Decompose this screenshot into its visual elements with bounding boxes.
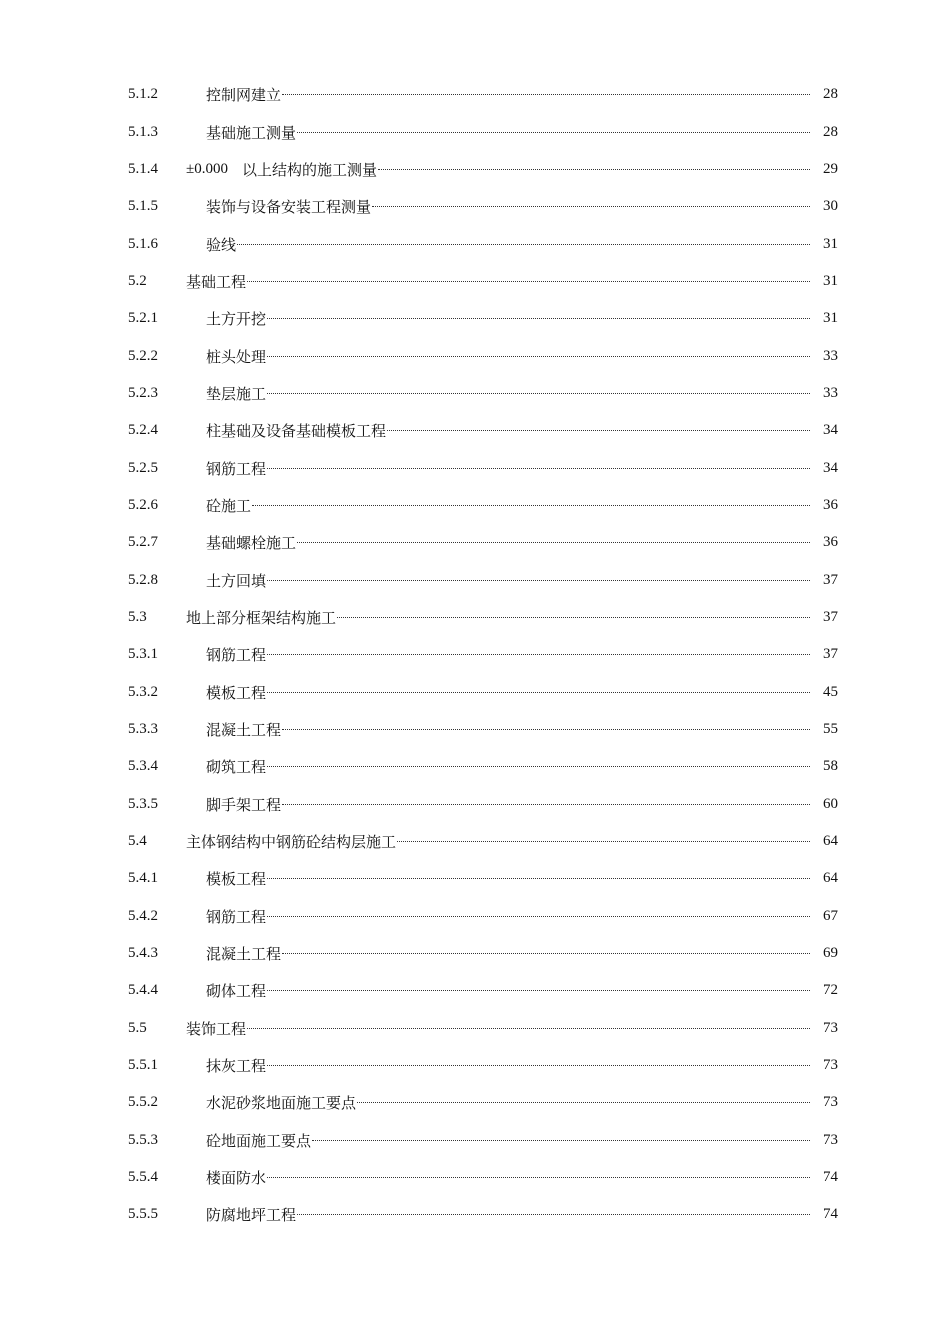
toc-entry[interactable] [128,375,838,412]
toc-entry-number: 5.3 [128,608,147,625]
toc-dot-leader [397,840,810,842]
toc-entry-title: 楼面防水 [206,1171,267,1188]
toc-entry[interactable] [128,188,838,225]
toc-entry-page-number: 37 [823,608,838,625]
toc-entry-number: 5.5.1 [128,1057,158,1074]
toc-entry-page-number: 58 [823,758,838,775]
toc-dot-leader [372,205,810,207]
toc-dot-leader [387,429,810,431]
toc-entry-title-wrap [186,1055,816,1076]
toc-entry[interactable] [128,1159,838,1196]
toc-entry-page-number: 64 [823,833,838,850]
toc-entry-page-number: 55 [823,721,838,738]
toc-entry-title: 装饰与设备安装工程测量 [206,200,372,217]
toc-entry-number: 5.4.2 [128,907,158,924]
toc-dot-leader [247,280,810,282]
table-of-contents [128,76,838,1234]
toc-entry-page-number: 37 [823,571,838,588]
toc-entry-page-number: 31 [823,235,838,252]
toc-dot-leader [282,728,810,730]
toc-entry-title-wrap [186,831,816,852]
toc-entry-title-wrap [186,1092,816,1113]
toc-entry[interactable] [128,524,838,561]
toc-entry-page-number: 28 [823,86,838,103]
toc-entry[interactable] [128,1010,838,1047]
toc-entry-title-wrap [186,570,816,591]
toc-dot-leader [267,579,810,581]
toc-entry-title [186,159,377,180]
toc-dot-leader [267,989,810,991]
toc-entry-title: 防腐地坪工程 [206,1208,297,1225]
toc-entry-page-number: 73 [823,1094,838,1111]
toc-entry-page-number: 33 [823,347,838,364]
toc-entry-number: 5.5.5 [128,1206,158,1223]
toc-entry[interactable] [128,860,838,897]
toc-entry-title-wrap [186,1167,816,1188]
toc-entry-page-number: 36 [823,496,838,513]
toc-entry-number: 5.2.6 [128,496,158,513]
toc-entry[interactable] [128,711,838,748]
toc-entry-page-number: 33 [823,384,838,401]
toc-dot-leader [282,93,810,95]
toc-dot-leader [282,952,810,954]
toc-dot-leader [267,691,810,693]
toc-entry-page-number: 31 [823,272,838,289]
toc-entry-title-wrap [186,943,816,964]
toc-entry-number: 5.2.2 [128,347,158,364]
toc-dot-leader [337,616,810,618]
toc-dot-leader [312,1139,810,1141]
toc-entry[interactable] [128,972,838,1009]
toc-entry-number: 5.2.3 [128,384,158,401]
toc-entry-title: 基础施工测量 [206,125,297,142]
toc-entry-page-number: 69 [823,945,838,962]
toc-dot-leader [267,317,810,319]
toc-entry-title: 基础工程 [186,274,247,291]
toc-entry-number: 5.5 [128,1019,147,1036]
toc-entry-page-number: 73 [823,1131,838,1148]
toc-entry[interactable] [128,337,838,374]
toc-entry[interactable] [128,1047,838,1084]
toc-entry-page-number: 73 [823,1057,838,1074]
toc-entry-page-number: 74 [823,1169,838,1186]
toc-entry[interactable] [128,674,838,711]
toc-entry[interactable] [128,225,838,262]
toc-entry[interactable] [128,76,838,113]
toc-entry-number: 5.3.4 [128,758,158,775]
toc-entry-title-wrap [186,868,816,889]
toc-entry-title-wrap [186,607,816,628]
toc-entry-title-wrap [186,234,816,255]
toc-entry-title-wrap [186,532,816,553]
toc-entry-page-number: 60 [823,795,838,812]
toc-entry-title-wrap [186,980,816,1001]
toc-entry-number: 5.3.2 [128,683,158,700]
toc-entry[interactable] [128,449,838,486]
toc-entry-page-number: 45 [823,683,838,700]
toc-entry-number: 5.1.6 [128,235,158,252]
toc-entry[interactable] [128,599,838,636]
toc-entry-number: 5.4.4 [128,982,158,999]
toc-entry-page-number: 34 [823,459,838,476]
toc-dot-leader [237,243,810,245]
toc-entry-number: 5.1.3 [128,123,158,140]
toc-entry[interactable] [128,561,838,598]
toc-entry-title: 砼施工 [206,498,252,515]
toc-entry-title-wrap [186,1018,816,1039]
toc-entry-title-wrap [186,682,816,703]
toc-dot-leader [378,168,810,170]
toc-entry[interactable] [128,935,838,972]
toc-entry-title: 基础螺栓施工 [206,536,297,553]
toc-entry-title: 验线 [206,237,237,254]
toc-entry[interactable] [128,1196,838,1233]
toc-entry-number: 5.4.3 [128,945,158,962]
toc-dot-leader [267,355,810,357]
toc-entry-title: 钢筋工程 [206,909,267,926]
toc-entry-number: 5.2.5 [128,459,158,476]
toc-entry-title: 主体钢结构中钢筋砼结构层施工 [186,835,397,852]
toc-entry[interactable] [128,823,838,860]
toc-dot-leader [267,915,810,917]
toc-entry-page-number: 34 [823,422,838,439]
toc-entry-title-prefix: ±0.000 [186,160,228,177]
toc-entry[interactable] [128,898,838,935]
toc-entry-title: 模板工程 [206,872,267,889]
toc-entry-number: 5.2.4 [128,422,158,439]
toc-entry-page-number: 74 [823,1206,838,1223]
toc-entry-title: 砌筑工程 [206,760,267,777]
toc-entry-title: 混凝土工程 [206,947,282,964]
toc-entry[interactable] [128,113,838,150]
toc-entry-title: 钢筋工程 [206,461,267,478]
toc-entry-number: 5.1.2 [128,86,158,103]
toc-entry-number: 5.4.1 [128,870,158,887]
toc-entry-title-wrap [186,906,816,927]
toc-entry-title-wrap [186,346,816,367]
toc-entry-page-number: 73 [823,1019,838,1036]
toc-entry-title: 抹灰工程 [206,1059,267,1076]
toc-entry[interactable] [128,487,838,524]
toc-entry[interactable] [128,412,838,449]
toc-entry-number: 5.1.5 [128,198,158,215]
toc-entry[interactable] [128,1084,838,1121]
toc-entry-number: 5.2.1 [128,310,158,327]
toc-entry-title: 控制网建立 [206,88,282,105]
toc-entry-title-wrap [186,196,816,217]
toc-entry[interactable] [128,1122,838,1159]
toc-dot-leader [267,877,810,879]
toc-entry-number: 5.3.5 [128,795,158,812]
toc-entry-title: 桩头处理 [206,349,267,366]
toc-entry-page-number: 37 [823,646,838,663]
toc-entry-number: 5.2.7 [128,534,158,551]
toc-entry-title-wrap [186,719,816,740]
toc-dot-leader [247,1027,810,1029]
toc-dot-leader [267,1176,810,1178]
toc-entry-page-number: 72 [823,982,838,999]
toc-entry-title-wrap [186,159,816,180]
toc-entry-title: 砼地面施工要点 [206,1133,312,1150]
toc-entry-title-wrap [186,122,816,143]
toc-entry-title: 水泥砂浆地面施工要点 [206,1096,357,1113]
toc-entry-page-number: 67 [823,907,838,924]
toc-entry-number: 5.2.8 [128,571,158,588]
toc-entry[interactable] [128,786,838,823]
toc-dot-leader [357,1101,810,1103]
toc-entry[interactable] [128,748,838,785]
toc-entry-title: 混凝土工程 [206,723,282,740]
toc-dot-leader [297,131,810,133]
toc-entry-number: 5.5.2 [128,1094,158,1111]
toc-entry-title-wrap [186,495,816,516]
toc-entry-title: 土方回填 [206,573,267,590]
toc-entry-title: 柱基础及设备基础模板工程 [206,424,387,441]
toc-entry-page-number: 28 [823,123,838,140]
toc-dot-leader [267,765,810,767]
toc-entry-title: 脚手架工程 [206,797,282,814]
toc-entry-title-wrap [186,756,816,777]
toc-entry-page-number: 30 [823,198,838,215]
toc-entry[interactable] [128,300,838,337]
toc-entry-number: 5.5.3 [128,1131,158,1148]
toc-dot-leader [282,803,810,805]
toc-entry[interactable] [128,151,838,188]
toc-dot-leader [267,653,810,655]
toc-entry-number: 5.3.1 [128,646,158,663]
toc-entry-page-number: 64 [823,870,838,887]
toc-entry-title-wrap [186,1204,816,1225]
toc-entry-page-number: 29 [823,160,838,177]
toc-entry[interactable] [128,636,838,673]
toc-entry-title-wrap [186,794,816,815]
toc-entry-page-number: 36 [823,534,838,551]
toc-dot-leader [267,392,810,394]
toc-entry-number: 5.4 [128,833,147,850]
toc-entry[interactable] [128,263,838,300]
toc-entry-title: 模板工程 [206,685,267,702]
toc-entry-title-wrap [186,383,816,404]
toc-dot-leader [267,467,810,469]
toc-entry-title-wrap [186,271,816,292]
toc-dot-leader [297,541,810,543]
toc-entry-title-wrap [186,420,816,441]
toc-entry-title-wrap [186,1130,816,1151]
toc-entry-title-wrap [186,644,816,665]
toc-entry-title: 砌体工程 [206,984,267,1001]
toc-entry-title-wrap [186,84,816,105]
toc-dot-leader [252,504,810,506]
toc-entry-title: 装饰工程 [186,1021,247,1038]
toc-entry-title: 垫层施工 [206,386,267,403]
toc-entry-title: 地上部分框架结构施工 [186,610,337,627]
toc-entry-page-number: 31 [823,310,838,327]
toc-entry-number: 5.2 [128,272,147,289]
toc-entry-title: 土方开挖 [206,312,267,329]
toc-entry-title-text: 以上结构的施工测量 [241,162,377,179]
toc-entry-number: 5.1.4 [128,160,158,177]
toc-entry-title: 钢筋工程 [206,648,267,665]
toc-entry-number: 5.3.3 [128,721,158,738]
toc-dot-leader [297,1213,810,1215]
toc-entry-number: 5.5.4 [128,1169,158,1186]
toc-entry-title-wrap [186,458,816,479]
toc-entry-title-wrap [186,308,816,329]
toc-dot-leader [267,1064,810,1066]
